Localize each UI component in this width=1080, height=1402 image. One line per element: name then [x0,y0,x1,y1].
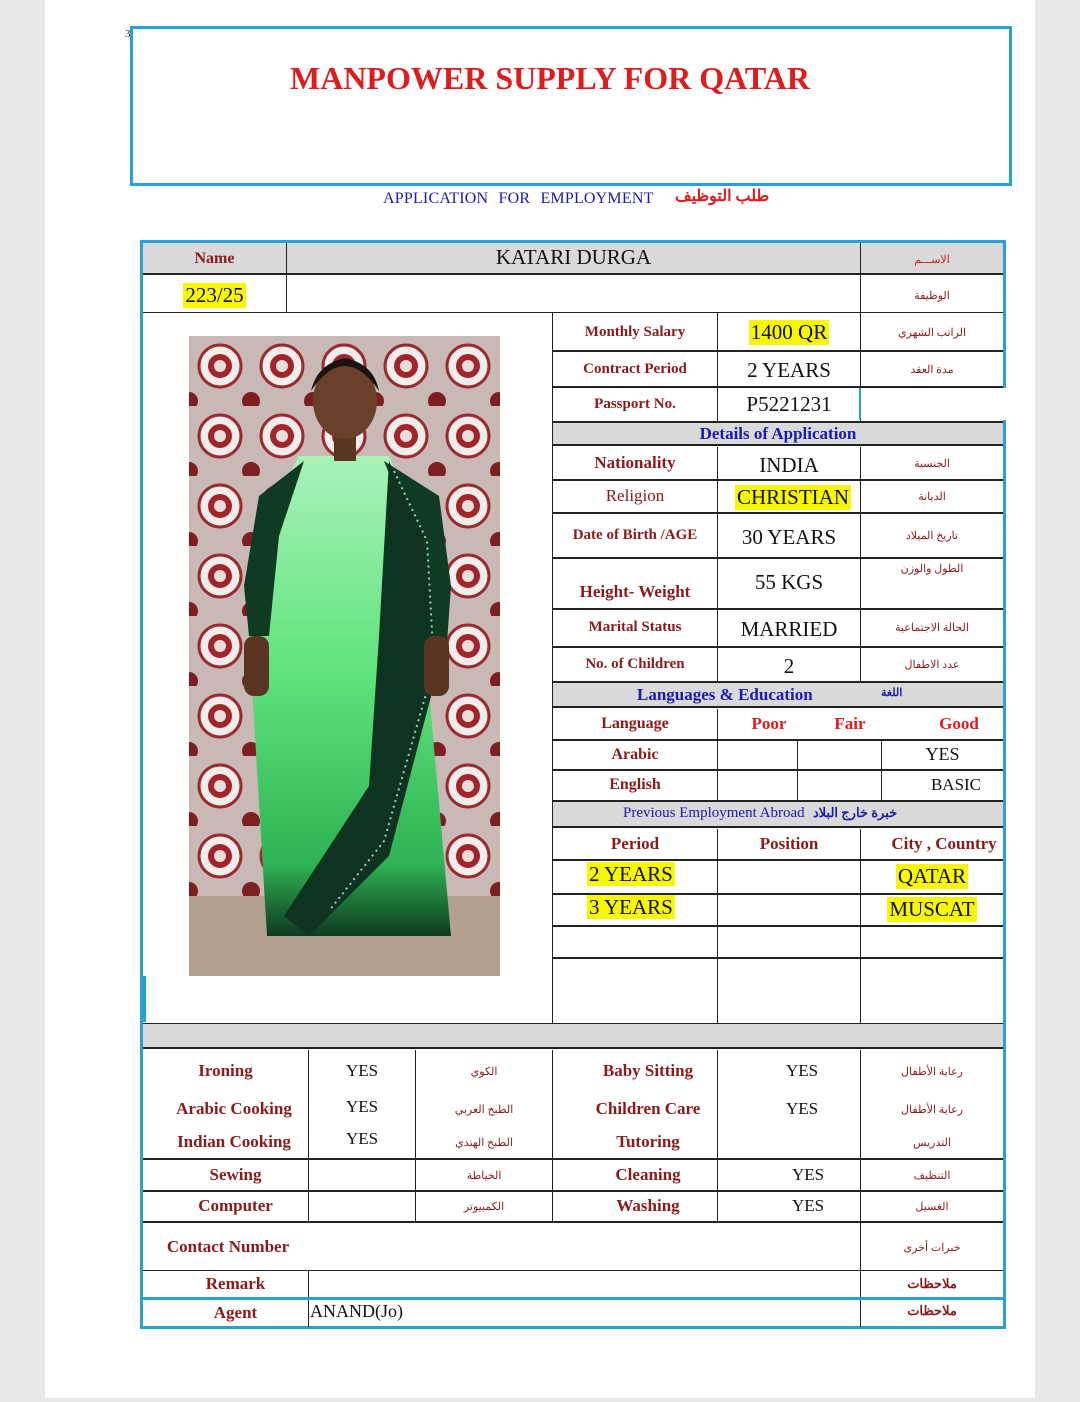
previous-employment-header [553,800,1003,828]
lang-header-poor: Poor [751,714,787,733]
name-value: KATARI DURGA [495,244,652,269]
emp-header-period: Period [610,834,660,853]
lang-arabic-good: YES [925,744,960,764]
details-section-header: Details of Application [553,421,1003,446]
skill-ironing-value: YES [345,1061,379,1080]
name-label-ar: الاســـم [914,253,950,266]
skill-cleaning-value: YES [791,1165,825,1184]
page-title: MANPOWER SUPPLY FOR QATAR [290,59,810,96]
marital-status-value: MARRIED [740,616,838,641]
religion-ar: الديانة [918,490,946,503]
languages-section-header [553,681,1003,708]
skill-children-care-label: Children Care [595,1099,701,1118]
passport-label: Passport No. [594,395,676,412]
dob-age-ar: تاريخ الميلاد [905,529,959,542]
previous-employment-ar: خبرة خارج البلاد [813,805,898,820]
monthly-salary-value: 1400 QR [750,319,828,344]
skill-tutoring-ar: التدريس [913,1136,951,1149]
contact-number-ar: خبرات أخرى [903,1241,961,1254]
skill-baby-sitting-value: YES [785,1061,819,1080]
contract-period-value: 2 YEARS [747,357,831,382]
skill-children-care-ar: رعاية الأطفال [901,1103,963,1116]
religion-value: CHRISTIAN [737,484,850,509]
skill-indian-cooking-value: YES [345,1129,379,1148]
skill-sewing-label: Sewing [209,1165,262,1184]
emp-row-2-period: 3 YEARS [589,895,673,919]
emp-row-2-location: MUSCAT [889,896,975,921]
skill-arabic-cooking-label: Arabic Cooking [176,1099,292,1118]
skill-washing-label: Washing [616,1196,680,1215]
skill-children-care-value: YES [785,1099,819,1118]
skill-computer-label: Computer [198,1196,273,1215]
languages-section-title: Languages & Education [637,685,813,704]
skill-washing-value: YES [791,1196,825,1215]
contract-period-label: Contract Period [583,360,687,377]
nationality-value: INDIA [759,452,819,477]
skill-indian-cooking-label: Indian Cooking [177,1132,291,1151]
emp-header-position: Position [759,834,819,853]
lang-english-good: BASIC [930,774,982,794]
contact-number-label: Contact Number [166,1237,290,1256]
ref-label-ar: الوظيفة [914,289,950,302]
skill-washing-ar: الغسيل [915,1200,949,1213]
languages-section-ar: اللغة [881,687,903,699]
skill-cleaning-ar: التنظيف [913,1169,951,1182]
skill-computer-ar: الكمبيوتر [463,1200,505,1213]
height-weight-ar: الطول والوزن [900,562,964,575]
remark-label: Remark [205,1273,266,1293]
previous-employment-title: Previous Employment Abroad [623,805,805,821]
photo-illustration [189,336,500,976]
passport-value: P5221231 [746,391,832,416]
skill-arabic-cooking-value: YES [345,1097,379,1116]
height-weight-label: Height- Weight [579,582,691,601]
children-value: 2 [783,653,795,678]
agent-ar: ملاحظات [907,1303,957,1318]
contact-number-value [309,1226,859,1268]
skill-ironing-label: Ironing [198,1061,253,1080]
monthly-salary-ar: الراتب الشهري [897,326,967,339]
ref-number [143,277,286,313]
marital-status-label: Marital Status [588,618,682,635]
lang-header-language: Language [601,715,669,732]
skill-ironing-ar: الكوي [470,1065,498,1078]
agent-label: Agent [213,1303,258,1322]
remark-value [309,1271,859,1296]
skill-tutoring-label: Tutoring [616,1132,680,1151]
agent-value: ANAND(Jo) [310,1301,403,1321]
nationality-ar: الجنسية [914,457,950,470]
monthly-salary-label: Monthly Salary [584,323,686,340]
remark-ar: ملاحظات [907,1275,957,1291]
dob-age-value: 30 YEARS [741,524,837,549]
emp-row-1-location: QATAR [897,863,967,888]
children-ar: عدد الاطفال [904,658,960,671]
application-sheet [45,0,1035,1398]
header-box [130,26,1012,186]
applicant-photo [189,336,500,976]
nationality-label: Nationality [594,453,676,472]
ref-number-value: 223/25 [185,282,244,307]
lang-header-good: Good [939,714,979,733]
lang-header-fair: Fair [834,714,866,733]
emp-header-location: City , Country [891,834,997,853]
skill-arabic-cooking-ar: الطبخ العربي [454,1103,514,1116]
corner-mark: 3 [125,28,131,40]
skill-baby-sitting-ar: رعاية الأطفال [901,1065,963,1078]
skills-separator [143,1023,1003,1049]
skill-baby-sitting-label: Baby Sitting [602,1061,694,1080]
skill-sewing-ar: الخياطة [466,1169,502,1182]
lang-english-label: English [609,775,661,793]
emp-row-1-period: 2 YEARS [589,862,673,886]
religion-label: Religion [605,486,665,505]
children-label: No. of Children [585,655,685,672]
name-label: Name [194,250,235,267]
lang-arabic-label: Arabic [611,745,659,763]
skill-indian-cooking-ar: الطبخ الهندي [455,1136,513,1149]
skill-cleaning-label: Cleaning [615,1165,681,1184]
height-weight-value: 55 KGS [754,569,824,594]
application-subtitle-ar: طلب التوظيف [675,188,770,205]
contract-period-ar: مدة العقد [910,363,954,376]
application-subtitle: APPLICATION FOR EMPLOYMENT [383,190,654,207]
marital-status-ar: الحالة الاجتماعية [895,621,969,634]
dob-age-label: Date of Birth /AGE [572,526,698,543]
